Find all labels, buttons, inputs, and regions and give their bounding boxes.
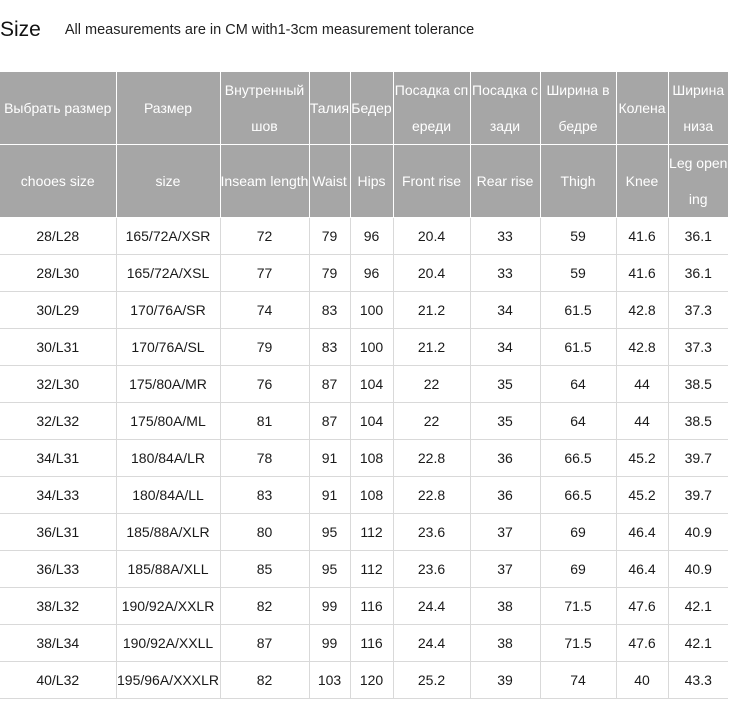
table-row	[0, 403, 728, 440]
table-cell: 59	[540, 218, 616, 255]
table-cell: 43.3	[668, 662, 728, 699]
table-cell: 34	[470, 329, 540, 366]
col-header-ru: Талия	[309, 72, 350, 145]
table-cell: 116	[350, 625, 393, 662]
table-cell: 36	[470, 477, 540, 514]
table-cell: 59	[540, 255, 616, 292]
table-cell: 85	[220, 551, 309, 588]
table-cell: 74	[220, 292, 309, 329]
table-cell: 61.5	[540, 329, 616, 366]
table-cell: 34/L33	[0, 477, 116, 514]
table-cell: 195/96A/XXXLR	[116, 662, 220, 699]
table-cell: 80	[220, 514, 309, 551]
table-cell: 37.3	[668, 292, 728, 329]
table-row	[0, 551, 728, 588]
col-header-en: Front rise	[393, 145, 470, 218]
table-row	[0, 329, 728, 366]
table-cell: 38/L34	[0, 625, 116, 662]
table-cell: 99	[309, 625, 350, 662]
table-cell: 76	[220, 366, 309, 403]
table-cell: 20.4	[393, 255, 470, 292]
col-header-ru: Посадка спереди	[393, 72, 470, 145]
table-cell: 20.4	[393, 218, 470, 255]
table-cell: 42.8	[616, 292, 668, 329]
col-header-en: Leg opening	[668, 145, 728, 218]
table-cell: 30/L31	[0, 329, 116, 366]
page-title: Size	[0, 18, 41, 41]
table-cell: 66.5	[540, 440, 616, 477]
table-cell: 22.8	[393, 477, 470, 514]
table-cell: 71.5	[540, 588, 616, 625]
table-cell: 45.2	[616, 440, 668, 477]
table-cell: 108	[350, 440, 393, 477]
table-cell: 95	[309, 514, 350, 551]
table-cell: 22	[393, 403, 470, 440]
table-cell: 165/72A/XSL	[116, 255, 220, 292]
table-row	[0, 255, 728, 292]
table-cell: 28/L30	[0, 255, 116, 292]
table-cell: 108	[350, 477, 393, 514]
table-cell: 25.2	[393, 662, 470, 699]
table-cell: 42.1	[668, 588, 728, 625]
col-header-ru: Выбрать размер	[0, 72, 116, 145]
table-cell: 35	[470, 403, 540, 440]
table-cell: 95	[309, 551, 350, 588]
table-row	[0, 440, 728, 477]
col-header-en: Waist	[309, 145, 350, 218]
table-cell: 21.2	[393, 292, 470, 329]
table-row	[0, 218, 728, 255]
table-cell: 46.4	[616, 514, 668, 551]
col-header-en: size	[116, 145, 220, 218]
table-cell: 83	[220, 477, 309, 514]
table-cell: 120	[350, 662, 393, 699]
table-cell: 79	[309, 218, 350, 255]
col-header-en: Hips	[350, 145, 393, 218]
table-cell: 66.5	[540, 477, 616, 514]
col-header-en: Knee	[616, 145, 668, 218]
table-cell: 37	[470, 551, 540, 588]
table-cell: 24.4	[393, 625, 470, 662]
col-header-ru: Внутренный шов	[220, 72, 309, 145]
table-cell: 23.6	[393, 551, 470, 588]
table-cell: 36	[470, 440, 540, 477]
table-cell: 42.8	[616, 329, 668, 366]
table-cell: 72	[220, 218, 309, 255]
size-chart-table	[0, 72, 728, 699]
table-cell: 38/L32	[0, 588, 116, 625]
table-cell: 21.2	[393, 329, 470, 366]
table-cell: 28/L28	[0, 218, 116, 255]
table-cell: 79	[309, 255, 350, 292]
table-cell: 180/84A/LL	[116, 477, 220, 514]
table-cell: 112	[350, 514, 393, 551]
header	[0, 14, 474, 46]
table-row	[0, 292, 728, 329]
table-cell: 83	[309, 292, 350, 329]
table-cell: 22	[393, 366, 470, 403]
table-cell: 87	[309, 403, 350, 440]
table-cell: 170/76A/SR	[116, 292, 220, 329]
table-cell: 99	[309, 588, 350, 625]
table-row	[0, 477, 728, 514]
table-cell: 40.9	[668, 551, 728, 588]
table-cell: 96	[350, 255, 393, 292]
table-cell: 175/80A/ML	[116, 403, 220, 440]
table-cell: 24.4	[393, 588, 470, 625]
table-cell: 69	[540, 551, 616, 588]
table-cell: 41.6	[616, 255, 668, 292]
table-cell: 96	[350, 218, 393, 255]
col-header-ru: Колена	[616, 72, 668, 145]
measurement-note: All measurements are in CM with1-3cm measurement tolerance	[64, 22, 475, 38]
table-cell: 38	[470, 625, 540, 662]
table-cell: 44	[616, 403, 668, 440]
table-cell: 37	[470, 514, 540, 551]
table-cell: 34/L31	[0, 440, 116, 477]
table-cell: 39.7	[668, 440, 728, 477]
table-cell: 69	[540, 514, 616, 551]
table-cell: 23.6	[393, 514, 470, 551]
table-cell: 45.2	[616, 477, 668, 514]
col-header-ru: Бедер	[350, 72, 393, 145]
table-cell: 185/88A/XLR	[116, 514, 220, 551]
table-cell: 39	[470, 662, 540, 699]
table-cell: 64	[540, 403, 616, 440]
table-row	[0, 366, 728, 403]
table-cell: 42.1	[668, 625, 728, 662]
header-row-russian	[0, 72, 728, 145]
table-cell: 22.8	[393, 440, 470, 477]
table-cell: 190/92A/XXLL	[116, 625, 220, 662]
table-cell: 185/88A/XLL	[116, 551, 220, 588]
col-header-en: chooes size	[0, 145, 116, 218]
table-cell: 30/L29	[0, 292, 116, 329]
table-row	[0, 625, 728, 662]
table-cell: 40/L32	[0, 662, 116, 699]
table-cell: 170/76A/SL	[116, 329, 220, 366]
table-cell: 34	[470, 292, 540, 329]
table-cell: 36/L31	[0, 514, 116, 551]
table-row	[0, 588, 728, 625]
col-header-en: Rear rise	[470, 145, 540, 218]
table-cell: 165/72A/XSR	[116, 218, 220, 255]
table-cell: 36.1	[668, 255, 728, 292]
table-cell: 39.7	[668, 477, 728, 514]
table-cell: 33	[470, 218, 540, 255]
table-cell: 78	[220, 440, 309, 477]
table-cell: 36/L33	[0, 551, 116, 588]
table-cell: 82	[220, 662, 309, 699]
table-cell: 32/L32	[0, 403, 116, 440]
col-header-ru: Ширина в бедре	[540, 72, 616, 145]
table-cell: 82	[220, 588, 309, 625]
col-header-ru: Размер	[116, 72, 220, 145]
table-cell: 40	[616, 662, 668, 699]
table-cell: 87	[220, 625, 309, 662]
col-header-ru: Посадка сзади	[470, 72, 540, 145]
table-cell: 32/L30	[0, 366, 116, 403]
table-cell: 41.6	[616, 218, 668, 255]
table-cell: 116	[350, 588, 393, 625]
table-cell: 180/84A/LR	[116, 440, 220, 477]
table-cell: 104	[350, 403, 393, 440]
table-cell: 36.1	[668, 218, 728, 255]
table-cell: 91	[309, 477, 350, 514]
table-cell: 190/92A/XXLR	[116, 588, 220, 625]
table-cell: 47.6	[616, 625, 668, 662]
table-cell: 100	[350, 329, 393, 366]
table-cell: 100	[350, 292, 393, 329]
table-cell: 38.5	[668, 403, 728, 440]
table-cell: 74	[540, 662, 616, 699]
col-header-ru: Ширина низа	[668, 72, 728, 145]
table-cell: 37.3	[668, 329, 728, 366]
table-cell: 61.5	[540, 292, 616, 329]
table-cell: 38.5	[668, 366, 728, 403]
table-cell: 77	[220, 255, 309, 292]
table-cell: 175/80A/MR	[116, 366, 220, 403]
table-cell: 71.5	[540, 625, 616, 662]
table-cell: 103	[309, 662, 350, 699]
table-cell: 81	[220, 403, 309, 440]
table-cell: 40.9	[668, 514, 728, 551]
header-row-english	[0, 145, 728, 218]
table-cell: 79	[220, 329, 309, 366]
table-cell: 47.6	[616, 588, 668, 625]
table-cell: 112	[350, 551, 393, 588]
table-cell: 33	[470, 255, 540, 292]
col-header-en: Thigh	[540, 145, 616, 218]
table-cell: 83	[309, 329, 350, 366]
table-cell: 38	[470, 588, 540, 625]
table-body	[0, 218, 728, 699]
col-header-en: Inseam length	[220, 145, 309, 218]
table-cell: 91	[309, 440, 350, 477]
table-cell: 64	[540, 366, 616, 403]
table-cell: 44	[616, 366, 668, 403]
table-row	[0, 662, 728, 699]
table-cell: 46.4	[616, 551, 668, 588]
table-cell: 87	[309, 366, 350, 403]
table-cell: 35	[470, 366, 540, 403]
table-cell: 104	[350, 366, 393, 403]
table-row	[0, 514, 728, 551]
